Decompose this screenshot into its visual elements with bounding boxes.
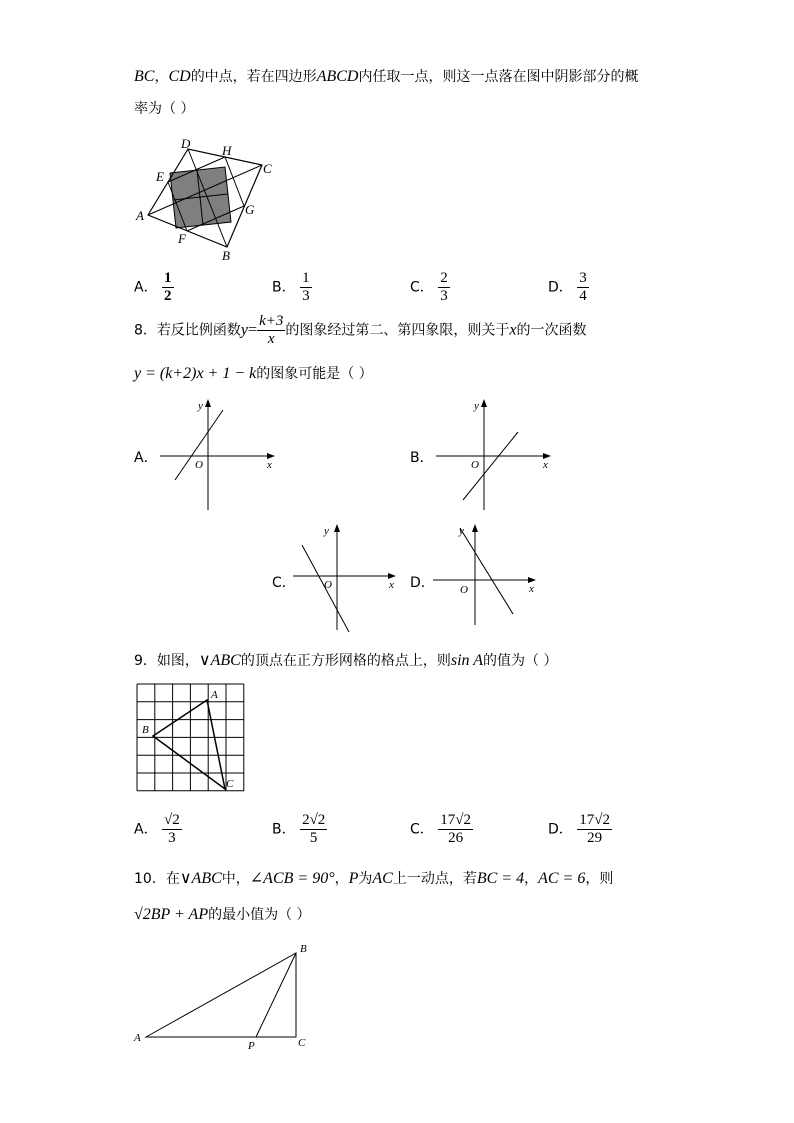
q10-text5: ，则 (585, 871, 614, 887)
fraction: $\frac{17√2}{29}$ (579, 812, 610, 846)
q9-line1 (134, 650, 557, 670)
q7-label-f: F (178, 231, 186, 246)
q10-triangle: ∨ABC (179, 870, 222, 887)
q8-text2: 的一次函数 (516, 322, 587, 339)
q8-option-d[interactable]: D． (410, 575, 435, 591)
q7-quad: ABCD (316, 68, 359, 85)
fraction: $\frac{3}{4}$ (579, 270, 587, 304)
fraction: $\frac{√2}{3}$ (164, 812, 180, 846)
option-letter: C． (410, 821, 434, 838)
q7-label-g: G (245, 202, 255, 217)
q8-y: y (240, 321, 249, 339)
q8-text3: 的图象可能是（ ） (256, 366, 373, 382)
grid-lines (137, 684, 244, 791)
y-axis-label: y (324, 525, 329, 537)
q8-option-c[interactable]: C． (272, 575, 296, 591)
q10-label-c: C (298, 1037, 306, 1049)
option-letter: C． (410, 279, 434, 296)
q8-text1: 的图象经过第二、第四象限，则关于 (285, 322, 510, 339)
q7-label-c: C (263, 161, 272, 176)
q9-number: 9．如图， (134, 653, 199, 669)
q10-text1: 中， (221, 871, 250, 887)
q10-line2 (134, 904, 311, 924)
q10-figure (130, 938, 330, 1058)
q8-graph-a (160, 395, 290, 515)
q8-option-a[interactable]: A． (134, 450, 158, 466)
q8-function-fraction: $\frac{k+3}{x}$ (259, 313, 284, 347)
option-letter: A． (134, 821, 158, 838)
q7-line1 (134, 66, 638, 86)
q10-text4: 上一动点，若 (392, 871, 477, 887)
q9-label-c: C (226, 778, 234, 790)
q7-label-d: D (181, 136, 191, 151)
x-axis-label: x (389, 579, 394, 591)
x-axis-label: x (267, 459, 272, 471)
origin-label: O (195, 459, 203, 471)
q10-ac-eq: AC = 6 (538, 870, 586, 887)
q10-expr: √2BP + AP (134, 906, 209, 923)
q9-triangle-abc (153, 700, 225, 789)
q10-label-p: P (248, 1040, 255, 1052)
q8-line2 (134, 363, 373, 383)
q7-bc: BC (134, 68, 155, 85)
option-letter: B． (272, 821, 296, 838)
q9-label-a: A (211, 689, 218, 701)
q8-option-b[interactable]: B． (410, 450, 434, 466)
q10-text3: 为 (358, 871, 373, 887)
q7-option-d[interactable] (548, 270, 589, 305)
origin-label: O (460, 584, 468, 596)
fraction: $\frac{1}{3}$ (302, 270, 310, 304)
q7-label-b: B (222, 248, 230, 263)
q7-option-a[interactable] (134, 270, 174, 305)
option-letter: A． (134, 279, 158, 296)
q10-p: P (348, 870, 359, 887)
fraction: $\frac{1}{2}$ (164, 270, 172, 304)
q8-line1 (134, 313, 586, 348)
q7-label-a: A (136, 208, 144, 223)
q8-graph-d (433, 520, 543, 635)
q7-option-b[interactable] (272, 270, 312, 305)
q10-text6: 的最小值为（ ） (208, 907, 311, 923)
q9-option-d[interactable] (548, 812, 612, 847)
q10-label-b: B (300, 943, 307, 955)
origin-label: O (471, 459, 479, 471)
fraction: $\frac{17√2}{26}$ (440, 812, 471, 846)
q7-option-c[interactable] (410, 270, 450, 305)
q10-angle: ∠ACB = 90° (249, 870, 335, 887)
q9-text1: 的顶点在正方形网格的格点上，则 (240, 653, 451, 669)
q9-triangle: ∨ABC (198, 652, 241, 669)
q10-line1 (134, 868, 613, 888)
q10-segment-bp (256, 953, 296, 1037)
q10-triangle-abc (146, 953, 296, 1037)
q9-grid-figure (136, 683, 246, 793)
q9-sin: sin A (450, 652, 484, 669)
q8-graph-b (436, 395, 566, 515)
q10-bc-eq: BC = 4 (476, 870, 525, 887)
fraction: $\frac{2√2}{5}$ (302, 812, 326, 846)
q9-label-b: B (142, 724, 149, 736)
q8-x: x (509, 321, 517, 339)
fraction: $\frac{2}{3}$ (440, 270, 448, 304)
q7-text2: 内任取一点，则这一点落在图中阴影部分的概 (358, 69, 639, 85)
option-letter: B． (272, 279, 296, 296)
y-axis-label: y (474, 400, 479, 412)
q9-option-c[interactable] (410, 812, 473, 847)
q7-line2: 率为（ ） (134, 101, 195, 117)
q8-linear-fn: y = (k+2)x + 1 − k (134, 365, 257, 382)
q10-ac: AC (372, 870, 393, 887)
q7-label-e: E (156, 169, 164, 184)
q7-label-h: H (222, 143, 232, 158)
q9-text2: 的值为（ ） (483, 653, 558, 669)
origin-label: O (324, 579, 332, 591)
q8-number: 8．若反比例函数 (134, 322, 241, 339)
q7-cd: CD (168, 68, 191, 85)
x-axis-label: x (543, 459, 548, 471)
q7-sep: ， (154, 69, 169, 85)
q8-eq: = (248, 321, 258, 339)
q10-text2: ， (334, 871, 349, 887)
y-axis-label: y (198, 400, 203, 412)
x-axis-label: x (529, 583, 534, 595)
q10-sep: ， (524, 871, 539, 887)
q10-label-a: A (134, 1032, 141, 1044)
option-letter: D． (548, 279, 573, 296)
q7-text1: 的中点，若在四边形 (190, 69, 317, 85)
q10-number: 10．在 (134, 871, 180, 887)
q9-option-b[interactable] (272, 812, 327, 847)
y-axis-label: y (459, 525, 464, 537)
q9-option-a[interactable] (134, 812, 182, 847)
q8-graph-c (293, 520, 403, 635)
option-letter: D． (548, 821, 573, 838)
q7-figure (130, 135, 280, 265)
